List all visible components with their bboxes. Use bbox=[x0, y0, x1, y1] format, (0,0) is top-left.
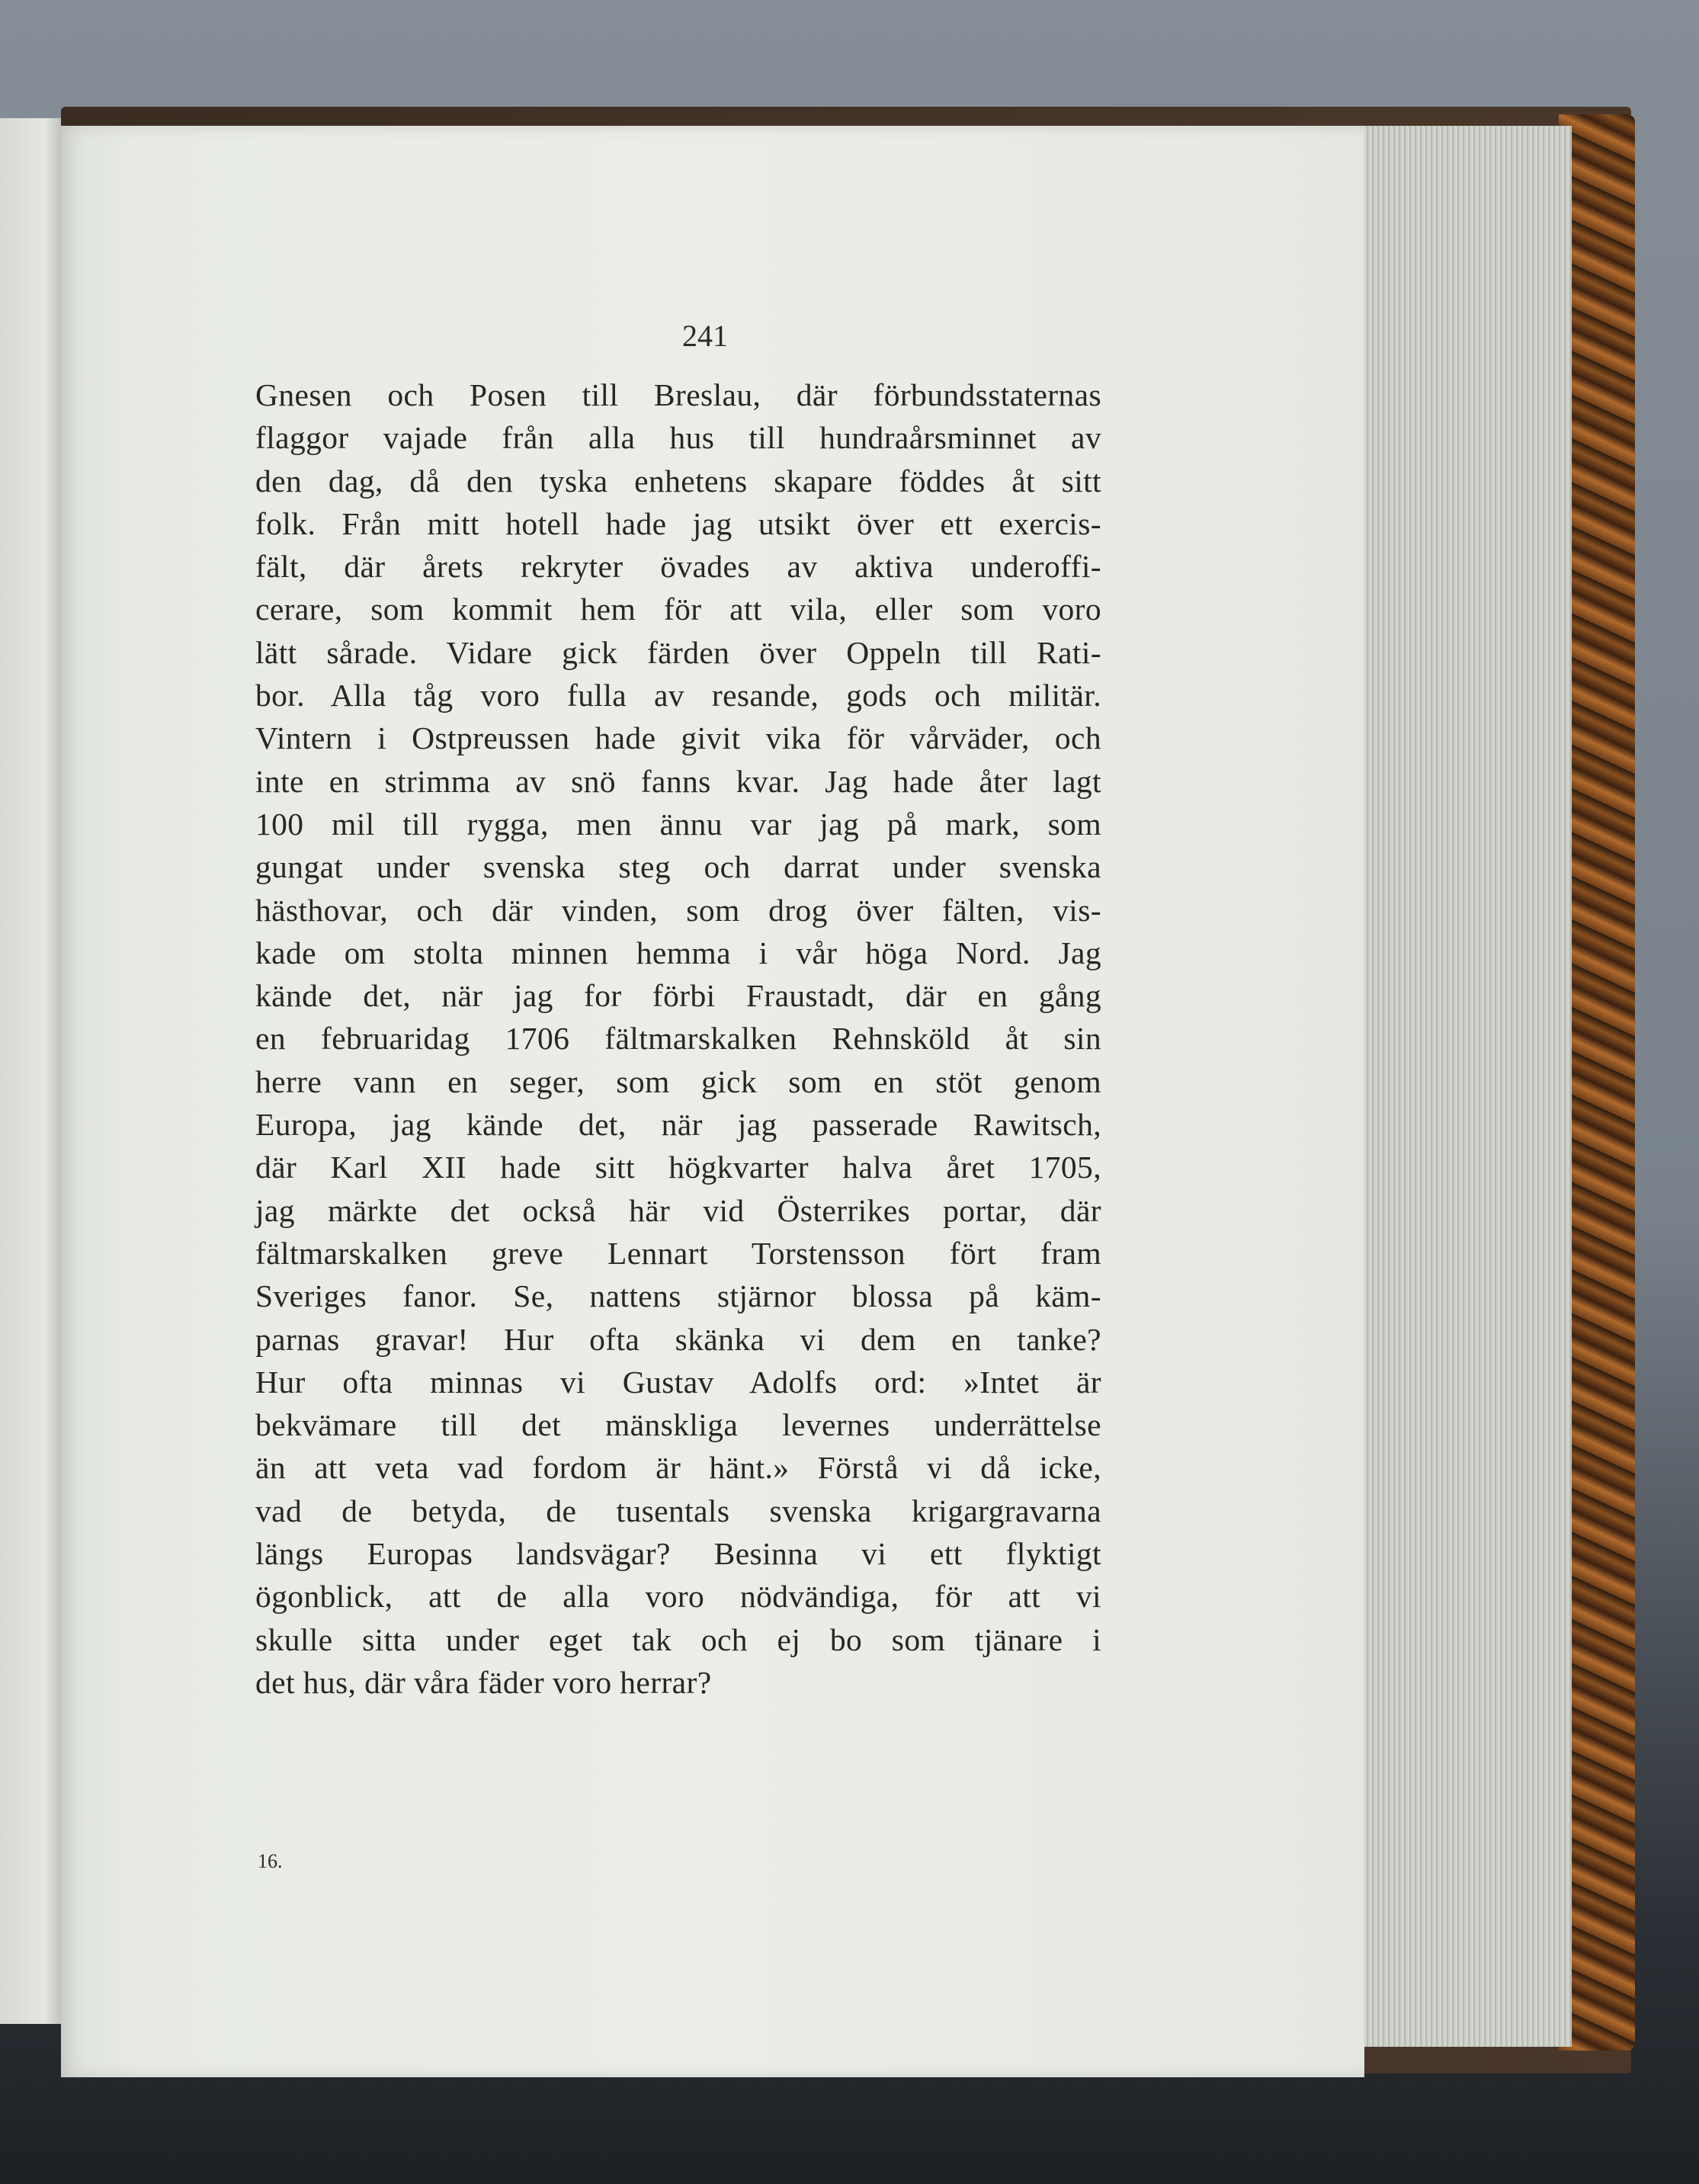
text-line: Europa, jag kände det, när jag passerade Rawitsch, bbox=[255, 1107, 1101, 1143]
text-line: längs Europas landsvägar? Besinna vi ett flyktigt bbox=[255, 1536, 1101, 1572]
text-line: den dag, då den tyska enhetens skapare föddes åt sitt bbox=[255, 463, 1101, 499]
text-line: bekvämare till det mänskliga levernes underrättelse bbox=[255, 1407, 1101, 1443]
text-line: bor. Alla tåg voro fulla av resande, gods och militär. bbox=[255, 678, 1101, 714]
text-line: hästhovar, och där vinden, som drog över fälten, vis- bbox=[255, 892, 1101, 928]
text-line: parnas gravar! Hur ofta skänka vi dem en tanke? bbox=[255, 1321, 1101, 1357]
text-line: jag märkte det också här vid Österrikes portar, där bbox=[255, 1192, 1101, 1228]
text-line: 100 mil till rygga, men ännu var jag på mark, som bbox=[255, 806, 1101, 842]
text-line: det hus, där våra fäder voro herrar? bbox=[255, 1664, 712, 1700]
text-line: flaggor vajade från alla hus till hundraårsminnet av bbox=[255, 420, 1101, 456]
page-stack-edge bbox=[1357, 126, 1572, 2047]
text-line: Vintern i Ostpreussen hade givit vika för vårväder, och bbox=[255, 720, 1101, 756]
signature-mark: 16. bbox=[258, 1850, 283, 1872]
text-line: ögonblick, att de alla voro nödvändiga, för att vi bbox=[255, 1579, 1101, 1615]
text-line: där Karl XII hade sitt högkvarter halva året 1705, bbox=[255, 1150, 1101, 1185]
text-line: gungat under svenska steg och darrat under svenska bbox=[255, 849, 1101, 885]
text-line: inte en strimma av snö fanns kvar. Jag hade åter lagt bbox=[255, 763, 1101, 799]
text-line: en februaridag 1706 fältmarskalken Rehnsköld åt sin bbox=[255, 1021, 1101, 1057]
text-line: vad de betyda, de tusentals svenska krigargravarna bbox=[255, 1493, 1101, 1528]
text-line: herre vann en seger, som gick som en stöt genom bbox=[255, 1063, 1101, 1099]
body-text bbox=[255, 374, 1101, 1704]
page-number: 241 bbox=[682, 319, 728, 353]
text-line: Sveriges fanor. Se, nattens stjärnor blossa på käm- bbox=[255, 1278, 1101, 1314]
text-line: Hur ofta minnas vi Gustav Adolfs ord: »Intet är bbox=[255, 1364, 1101, 1400]
text-line: fältmarskalken greve Lennart Torstensson fört fram bbox=[255, 1235, 1101, 1271]
book-page bbox=[61, 126, 1364, 2077]
text-line: skulle sitta under eget tak och ej bo som tjänare i bbox=[255, 1621, 1101, 1657]
text-line: kände det, när jag for förbi Fraustadt, där en gång bbox=[255, 978, 1101, 1014]
text-line: lätt sårade. Vidare gick färden över Oppeln till Rati- bbox=[255, 634, 1101, 670]
text-line: kade om stolta minnen hemma i vår höga Nord. Jag bbox=[255, 935, 1101, 970]
text-line: folk. Från mitt hotell hade jag utsikt över ett exercis- bbox=[255, 505, 1101, 541]
text-line: än att veta vad fordom är hänt.» Förstå vi då icke, bbox=[255, 1450, 1101, 1486]
text-line: cerare, som kommit hem för att vila, eller som voro bbox=[255, 592, 1101, 627]
facing-page-edge bbox=[0, 118, 64, 2024]
text-line: fält, där årets rekryter övades av aktiva underoffi- bbox=[255, 549, 1101, 585]
text-line: Gnesen och Posen till Breslau, där förbundsstaternas bbox=[255, 377, 1101, 412]
